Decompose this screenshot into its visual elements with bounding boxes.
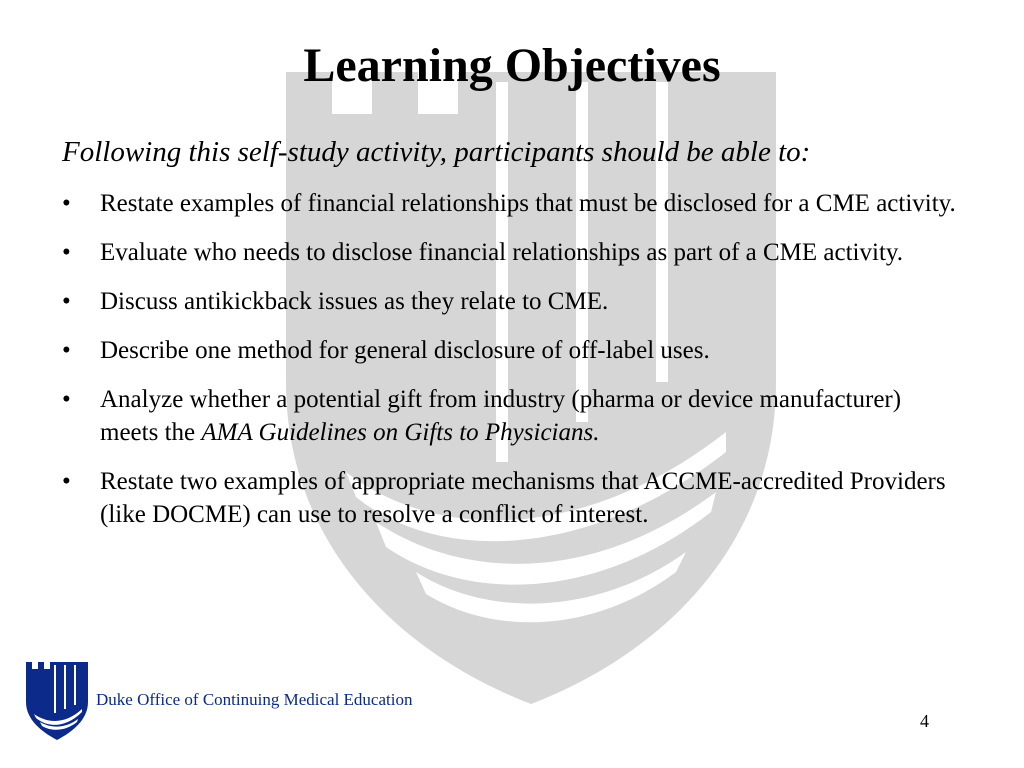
objective-text: Discuss antikickback issues as they relate to CME.: [100, 288, 609, 315]
objective-text: Analyze whether a potential gift from industry (pharma or device manufacturer) meets the: [100, 386, 902, 446]
objectives-intro: Following this self-study activity, participants should be able to:: [62, 136, 811, 168]
bullet-icon: •: [62, 337, 71, 364]
bullet-icon: •: [62, 239, 71, 266]
objective-text: Restate two examples of appropriate mechanisms that ACCME-accredited Providers (like DOCME) can use to resolve a conflict of interest.: [100, 468, 946, 528]
objective-text: Describe one method for general disclosure of off-label uses.: [100, 337, 710, 364]
bullet-icon: •: [62, 190, 71, 217]
objective-item: [62, 187, 962, 220]
objective-item: [62, 383, 962, 449]
objectives-list: [62, 187, 962, 547]
slide-title: Learning Objectives: [303, 39, 721, 92]
bullet-icon: •: [62, 386, 71, 413]
page-number: 4: [920, 711, 929, 731]
objective-item: [62, 334, 962, 367]
objective-item: [62, 285, 962, 318]
objective-emphasis: AMA Guidelines on Gifts to Physicians.: [201, 419, 600, 446]
bullet-icon: •: [62, 468, 71, 495]
objective-text: Restate examples of financial relationships that must be disclosed for a CME activity.: [100, 190, 956, 217]
objective-text: Evaluate who needs to disclose financial relationships as part of a CME activity.: [100, 239, 904, 266]
bullet-icon: •: [62, 288, 71, 315]
objective-item: [62, 465, 962, 531]
duke-shield-icon: [26, 662, 88, 740]
organization-name: Duke Office of Continuing Medical Education: [96, 690, 413, 709]
objective-item: [62, 236, 962, 269]
